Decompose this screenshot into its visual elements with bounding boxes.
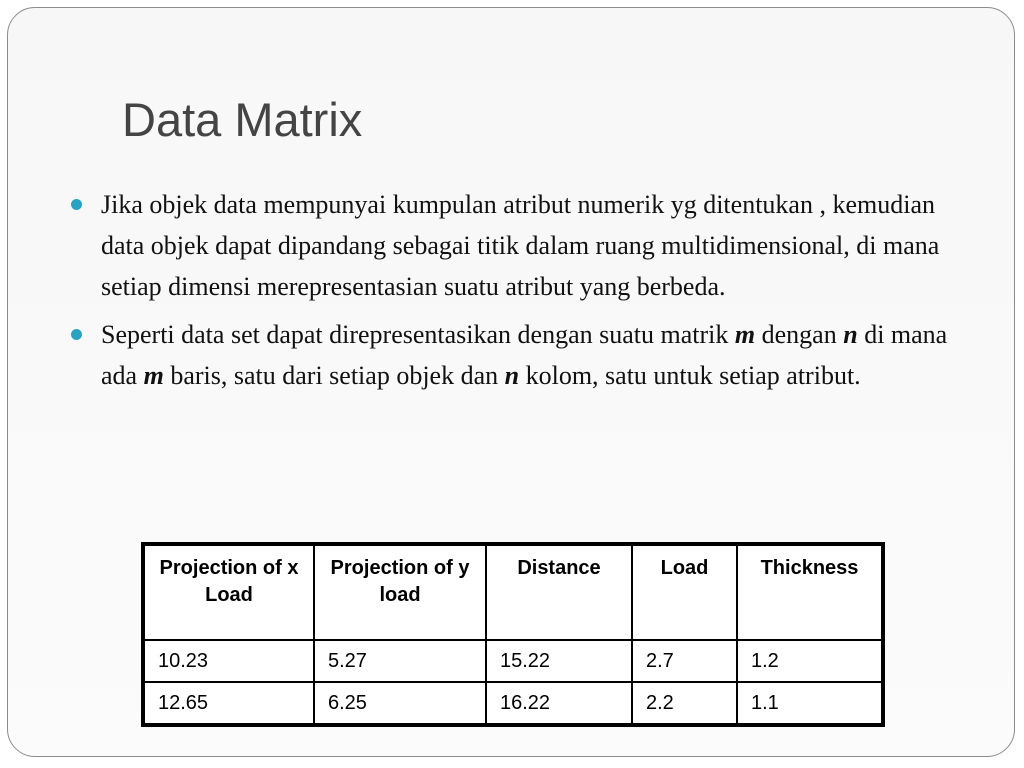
table-header-row: [143, 544, 883, 640]
bullet-text: Jika objek data mempunyai kumpulan atribut numerik yg ditentukan , kemudian data objek dapat dipandang sebagai titik dalam ruang multidimensional, di mana setiap dimensi merepresentasian suatu atribut yang berbeda.: [101, 190, 940, 301]
table-cell: 10.23: [143, 640, 314, 682]
table-cell: 1.1: [737, 682, 883, 725]
bullet-dot-icon: [71, 199, 82, 210]
table-row: [143, 682, 883, 725]
table-cell: 6.25: [314, 682, 486, 725]
header-projection-y-load: Projection of y load: [314, 544, 486, 640]
table-cell: 1.2: [737, 640, 883, 682]
table-cell: 5.27: [314, 640, 486, 682]
bullet-dot-icon: [71, 329, 82, 340]
table-cell: 12.65: [143, 682, 314, 725]
header-projection-x-load: Projection of x Load: [143, 544, 314, 640]
table-row: [143, 640, 883, 682]
matrix-symbol-n: n: [843, 320, 858, 349]
table-cell: 2.2: [632, 682, 737, 725]
data-matrix-table: [141, 542, 885, 727]
bullet-item: [101, 184, 981, 307]
bullet-text: dengan: [755, 320, 844, 349]
header-distance: Distance: [486, 544, 632, 640]
matrix-symbol-m: m: [734, 320, 756, 349]
header-thickness: Thickness: [737, 544, 883, 640]
bullet-text: di mana ada: [101, 320, 948, 390]
matrix-symbol-m: m: [143, 361, 164, 390]
bullet-item: [101, 314, 981, 396]
header-load: Load: [632, 544, 737, 640]
table-cell: 15.22: [486, 640, 632, 682]
bullet-text: kolom, satu untuk setiap atribut.: [519, 361, 861, 390]
table-cell: 2.7: [632, 640, 737, 682]
bullet-text: baris, satu dari setiap objek dan: [163, 361, 505, 390]
table-cell: 16.22: [486, 682, 632, 725]
bullet-list: [101, 184, 981, 403]
slide-frame: [7, 7, 1015, 757]
matrix-symbol-n: n: [504, 361, 520, 390]
slide-title: Data Matrix: [122, 93, 363, 146]
bullet-text: Seperti data set dapat direpresentasikan dengan suatu matrik: [101, 320, 735, 349]
